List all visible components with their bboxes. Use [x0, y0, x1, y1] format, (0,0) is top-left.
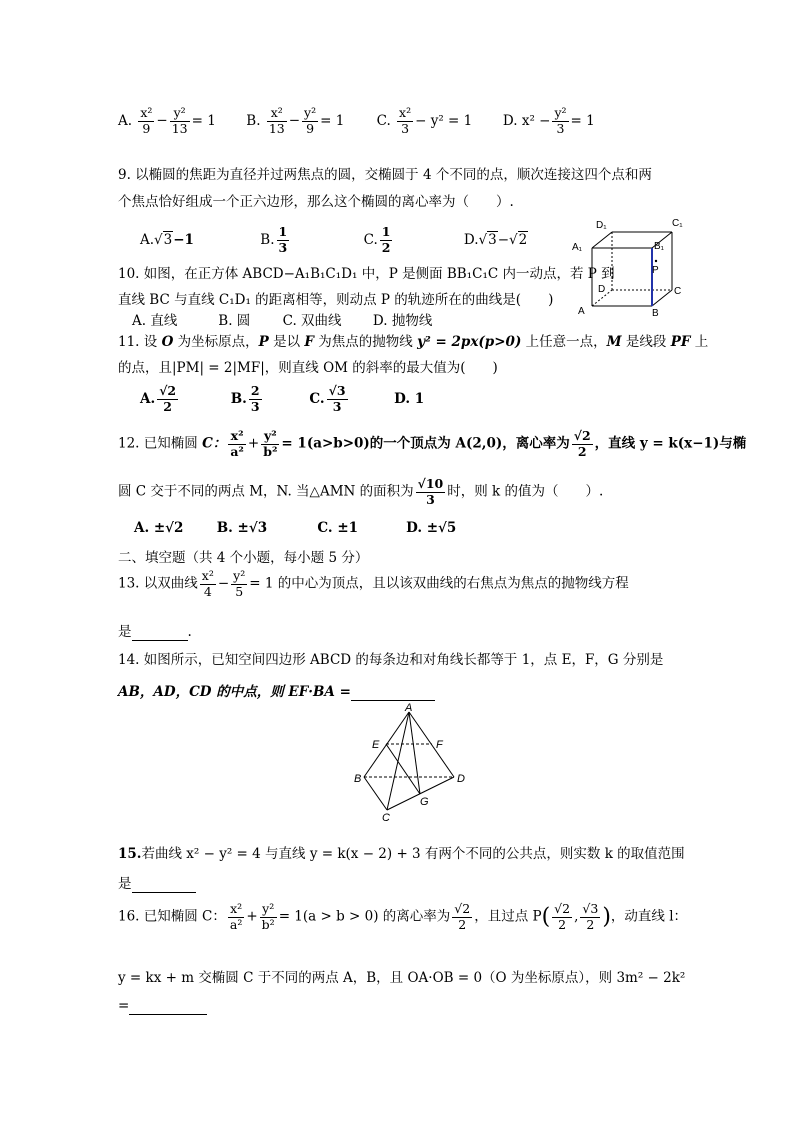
- q10-option-b: B. 圆: [218, 313, 251, 329]
- q9-a-rad: 3: [163, 231, 173, 248]
- q13-answer-blank[interactable]: [132, 624, 188, 641]
- q13-line1: [118, 570, 629, 598]
- q16-line2: y = kx + m 交椭圆 C 于不同的两点 A，B，且 OA·OB = 0（O 为坐标原点），则 3m² − 2k²: [118, 970, 686, 986]
- label-d1: D₁: [596, 220, 607, 231]
- q15-line1: [118, 842, 685, 862]
- q11-m: M: [606, 334, 622, 350]
- q11-option-a: [140, 385, 226, 413]
- q15-l2: 是: [118, 876, 132, 892]
- q9-option-c: [364, 226, 460, 254]
- q12-line1: [118, 430, 746, 458]
- q9-b-n: 1: [278, 224, 288, 239]
- q11-b-n: 2: [250, 383, 260, 398]
- q12-frac-area: [416, 478, 446, 506]
- q9-c-d: 2: [381, 239, 391, 255]
- q10-option-d: D. 抛物线: [372, 313, 433, 329]
- q12-plus: +: [247, 435, 260, 452]
- q8-a-n2: y²: [170, 107, 190, 122]
- q16-l3: =: [118, 998, 130, 1014]
- q11-option-c: [309, 385, 389, 413]
- q12-l2b: 时，则 k 的值为（ ）.: [447, 483, 604, 500]
- label-a1: A₁: [572, 242, 583, 253]
- label-b1: B₁: [654, 241, 665, 252]
- q16-f1n: x²: [228, 903, 244, 918]
- q12-option-d: D. ±√5: [406, 520, 457, 536]
- q16-pn1: √2: [554, 901, 571, 916]
- q8-c-d: 3: [401, 120, 410, 136]
- q13-l2: 是: [118, 624, 132, 640]
- q16-pd2: 2: [586, 916, 595, 932]
- edge-a1d1: [592, 232, 612, 248]
- q9-a-tail: −1: [173, 231, 194, 248]
- q13-f2n: y²: [233, 568, 246, 583]
- q8-a-d2: 13: [171, 120, 188, 136]
- point-p: [655, 260, 657, 262]
- q8-b-label: B.: [246, 112, 261, 129]
- q8-b-d1: 13: [268, 120, 285, 136]
- q11-c-frac: [327, 385, 348, 413]
- q13-f1d: 4: [203, 583, 212, 599]
- q16-frac-x: [228, 903, 244, 931]
- tetrahedron-figure: [352, 702, 472, 822]
- q16-pd1: 2: [558, 916, 567, 932]
- q16-line3: [118, 998, 207, 1015]
- q16-frac-px: [552, 903, 572, 931]
- q11-a-label: A.: [140, 390, 156, 407]
- q8-option-a: A. $\frac{\text{x²}}{9}$ − $\frac{\text{y²}}{13}$ = 1: [118, 105, 216, 136]
- q8-d-frac: [552, 107, 568, 135]
- q8-c-label: C.: [376, 112, 391, 129]
- q11-l1c: 是以: [268, 334, 305, 350]
- q11-l1e: 上任意一点，: [521, 334, 607, 350]
- q11-c-n: √3: [328, 383, 346, 398]
- q11-l1a: 11. 设: [118, 334, 162, 350]
- label-a: A: [578, 306, 585, 317]
- q11-f: F: [304, 334, 314, 350]
- q8-b-frac1: [267, 107, 287, 135]
- q8-b-n1: x²: [267, 107, 287, 122]
- q12-ed: 2: [577, 443, 587, 459]
- label-c: C: [382, 812, 390, 822]
- q8-a-d1: 9: [142, 120, 151, 136]
- label-g: G: [420, 796, 429, 808]
- q14-line2: [118, 680, 435, 701]
- q16-l1d: ，动直线 l：: [610, 908, 688, 925]
- q9-d-r1: 3: [488, 231, 497, 248]
- q8-c-rest: − y² = 1: [415, 112, 473, 129]
- q12-c: C：: [202, 435, 227, 452]
- q11-c-label: C.: [309, 390, 325, 407]
- q11-c-d: 3: [332, 398, 342, 414]
- q8-b-frac2: [302, 107, 318, 135]
- q15-l1a: 15.: [118, 846, 142, 862]
- q16-frac-e: [452, 903, 472, 931]
- q13-frac-x: [200, 570, 216, 598]
- q12-f2d: b²: [263, 443, 278, 459]
- q12-option-b: B. ±√3: [216, 520, 268, 536]
- q11-a-n: √2: [159, 383, 177, 398]
- q9-b-d: 3: [278, 239, 288, 255]
- q9-c-label: C.: [363, 231, 378, 248]
- q11-a-frac: [157, 385, 178, 413]
- edge-bc: [652, 290, 672, 306]
- q13-f2d: 5: [235, 583, 244, 599]
- q8-a-frac2: [170, 107, 190, 135]
- q8-d-label: D.: [502, 112, 518, 129]
- q15-l1b: 若曲线 x² − y² = 4 与直线 y = k(x − 2) + 3 有两个不同的公共点，则实数 k 的取值范围: [141, 846, 685, 862]
- q8-options: [118, 107, 595, 135]
- q15-line2: [118, 872, 196, 893]
- q9-b-label: B.: [260, 231, 275, 248]
- segment-eg: [386, 744, 420, 794]
- q16-line1: 16. 已知椭圆 C： $\frac{\text{x²}}{\text{a²}}$ + $\frac{\text{y²}}{\text{b²}}$ = 1(a > b > 0) 的离心率为 $\frac{√2}{2}$ ，且过点 P( $\frac{√2}{2}$ , $\frac{√3}{2}$ )，动直线 l：: [118, 901, 688, 932]
- section-heading: 二、填空题（共 4 个小题，每小题 5 分）: [118, 550, 369, 566]
- q9-line2: 个焦点恰好组成一个正六边形，那么这个椭圆的离心率为（ ）.: [118, 194, 514, 210]
- q9-c-frac: [380, 226, 393, 254]
- q13-f1n: x²: [201, 568, 214, 583]
- q16-frac-py: [580, 903, 600, 931]
- q13-l1b: = 1 的中心为顶点，且以该双曲线的右焦点为焦点的抛物线方程: [249, 575, 629, 592]
- label-e: E: [372, 739, 380, 751]
- q11-b-label: B.: [230, 390, 247, 407]
- q12-f1n: x²: [228, 430, 246, 445]
- q8-b-d2: 9: [306, 120, 315, 136]
- q11-b-d: 3: [250, 398, 260, 414]
- q12-option-c: C. ±1: [317, 520, 359, 536]
- q16-l1b: = 1(a > b > 0) 的离心率为: [278, 908, 451, 925]
- q11-option-b: [231, 385, 305, 413]
- q11-line2: 的点，且|PM| = 2|MF|，则直线 OM 的斜率的最大值为( ): [118, 360, 498, 376]
- label-f: F: [436, 739, 443, 751]
- q11-l1d: 为焦点的抛物线: [313, 334, 418, 350]
- q8-d-d: 3: [556, 120, 565, 136]
- q11-b-frac: [249, 385, 262, 413]
- q9-b-frac: [277, 226, 290, 254]
- q9-d-label: D.: [463, 231, 479, 248]
- q14-line1: 14. 如图所示，已知空间四边形 ABCD 的每条边和对角线长都等于 1，点 E，F，G 分别是: [118, 652, 664, 668]
- q9-d-mid: −: [497, 231, 510, 248]
- q14-answer-blank[interactable]: [351, 684, 435, 701]
- q11-a-d: 2: [163, 398, 172, 414]
- label-p: P: [652, 265, 659, 276]
- q11-line1: [118, 330, 708, 350]
- label-d: D: [598, 284, 606, 295]
- q11-options: [140, 385, 424, 413]
- q11-eq: y² = 2px(p>0): [417, 334, 522, 350]
- q9-option-a: [140, 231, 256, 248]
- q11-pf: PF: [670, 334, 691, 350]
- label-c: C: [674, 286, 682, 297]
- q11-o: O: [161, 334, 174, 350]
- q9-a-label: A.: [140, 231, 155, 248]
- q8-a-rhs: = 1: [191, 112, 216, 129]
- label-d: D: [457, 773, 465, 785]
- q16-ed: 2: [458, 916, 467, 932]
- q16-l1c: ，且过点 P: [474, 908, 542, 925]
- q8-b-n2: y²: [304, 105, 317, 120]
- q8-option-d: [503, 107, 595, 135]
- q8-a-label: A.: [118, 112, 133, 129]
- q10-option-c: C. 双曲线: [282, 313, 342, 329]
- q12-frac-x: [228, 430, 246, 458]
- q9-options: [140, 226, 528, 254]
- label-a: A: [405, 702, 413, 714]
- q16-frac-y: [260, 903, 277, 931]
- q13-minus: −: [217, 575, 230, 592]
- q10-options: [132, 309, 432, 329]
- q13-line2: 是 .: [118, 624, 192, 640]
- q12-f1d: a²: [230, 443, 244, 459]
- edge-bc: [364, 777, 387, 810]
- q11-l1g: 上: [690, 334, 709, 350]
- q11-l1b: 为坐标原点，: [173, 334, 259, 350]
- q9-option-d: [464, 231, 528, 248]
- q8-c-n: x²: [399, 105, 412, 120]
- q12-l1c: ，直线 y = k(x−1)与椭: [594, 435, 747, 452]
- q15-answer-blank[interactable]: [132, 876, 196, 893]
- q16-f2d: b²: [261, 916, 275, 932]
- q8-d-lead: x² −: [521, 112, 551, 129]
- q16-pn2: √3: [582, 901, 599, 916]
- label-b: B: [354, 773, 362, 785]
- q16-plus: +: [246, 908, 258, 925]
- q8-c-frac: [397, 107, 413, 135]
- q12-f2n: y²: [261, 430, 279, 445]
- q9-d-sqrt2: √2: [509, 231, 528, 248]
- q12-an: √10: [417, 476, 444, 491]
- q16-f1d: a²: [229, 916, 243, 932]
- q10-option-a: A. 直线: [132, 313, 178, 329]
- q8-option-c: [377, 107, 499, 135]
- q12-l1a: 12. 已知椭圆: [118, 435, 203, 452]
- q13-l1a: 13. 以双曲线: [118, 575, 198, 592]
- label-b: B: [652, 308, 659, 319]
- q9-a-sqrt: √3: [154, 231, 173, 248]
- q13-frac-y: [231, 570, 247, 598]
- q8-d-n: y²: [554, 105, 567, 120]
- q10-line2: 直线 BC 与直线 C₁D₁ 的距离相等，则动点 P 的轨迹所在的曲线是( ): [118, 292, 554, 308]
- label-c1: C₁: [672, 218, 683, 229]
- q12-options: [134, 520, 456, 536]
- q8-d-rhs: = 1: [570, 112, 595, 129]
- q8-a-frac1: [138, 107, 154, 135]
- q12-en: √2: [573, 428, 591, 443]
- q8-b-rhs: = 1: [320, 112, 345, 129]
- q16-answer-blank[interactable]: [129, 998, 207, 1015]
- q12-l1b: = 1(a>b>0)的一个顶点为 A(2,0)，离心率为: [281, 435, 570, 452]
- q9-d-r2: 2: [518, 231, 528, 248]
- q9-d-sqrt1: √3: [478, 231, 497, 248]
- q9-option-b: [260, 226, 359, 254]
- q12-option-a: A. ±√2: [134, 520, 184, 536]
- q11-p: P: [258, 334, 269, 350]
- q11-l1f: 是线段: [621, 334, 671, 350]
- q16-en: √2: [454, 901, 471, 916]
- q10-line1: 10. 如图，在正方体 ABCD−A₁B₁C₁D₁ 中，P 是侧面 BB₁C₁C 内一动点，若 P 到: [118, 266, 615, 282]
- q16-f2n: y²: [260, 903, 277, 918]
- q11-option-d: D. 1: [394, 391, 425, 407]
- segment-ag: [409, 712, 420, 794]
- q9-c-n: 1: [381, 224, 391, 239]
- q12-l2a: 圆 C 交于不同的两点 M，N. 当△AMN 的面积为: [118, 483, 414, 500]
- q14-l2: AB，AD，CD 的中点，则 EF·BA =: [118, 684, 351, 700]
- q16-l1a: 16. 已知椭圆 C：: [118, 908, 226, 925]
- q12-frac-y: [261, 430, 279, 458]
- q12-ad: 3: [426, 491, 435, 507]
- q12-frac-e: [572, 430, 593, 458]
- q8-a-n1: x²: [140, 105, 153, 120]
- q9-line1: 9. 以椭圆的焦距为直径并过两焦点的圆，交椭圆于 4 个不同的点，顺次连接这四个点和两: [118, 167, 652, 183]
- q12-line2: [118, 478, 603, 506]
- q8-option-b: B. $\frac{\text{x²}}{13}$ − $\frac{\text{y²}}{9}$ = 1: [246, 105, 345, 136]
